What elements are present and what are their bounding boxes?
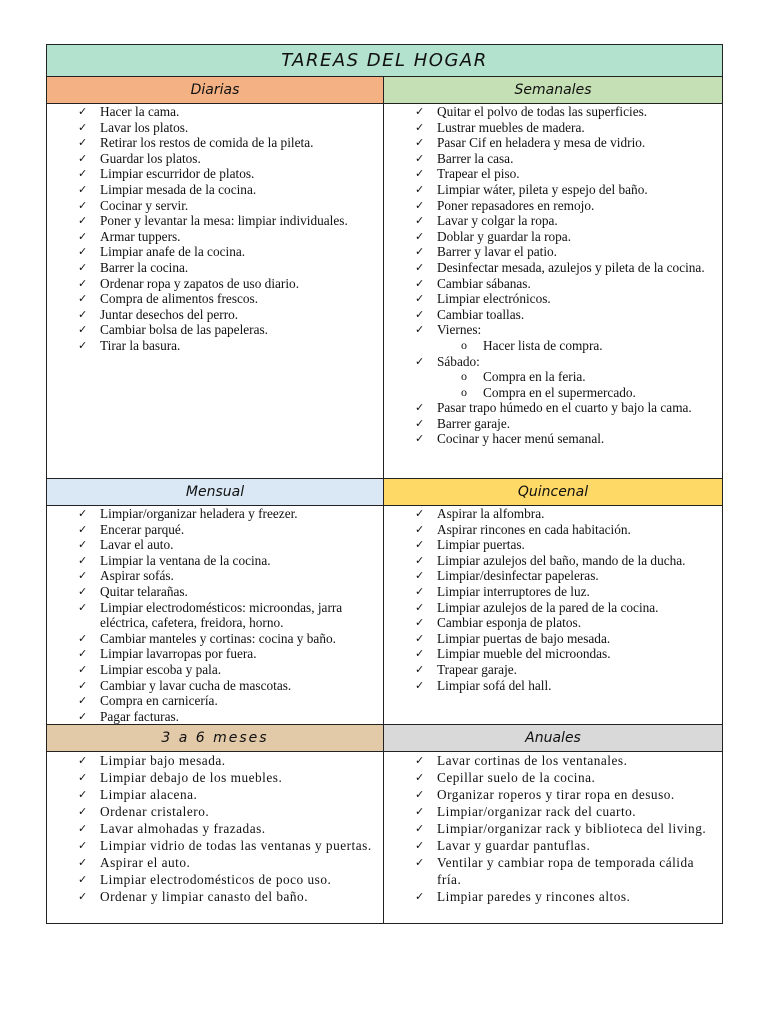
task-item <box>384 166 718 182</box>
check-icon: ✓ <box>78 338 88 352</box>
check-icon: ✓ <box>415 182 425 196</box>
task-item <box>47 522 379 538</box>
check-icon: ✓ <box>78 522 88 536</box>
check-icon: ✓ <box>415 678 425 692</box>
task-item <box>47 871 379 888</box>
task-text: Aspirar el auto. <box>100 855 191 871</box>
check-icon: ✓ <box>415 151 425 165</box>
task-item <box>384 229 718 245</box>
task-text: Limpiar electrodomésticos: microondas, jarra eléctrica, cafetera, freidora, horno. <box>100 599 343 631</box>
task-text: Barrer la casa. <box>437 150 514 166</box>
task-item <box>384 276 718 292</box>
task-text: Limpiar/organizar rack y biblioteca del living. <box>437 821 707 837</box>
check-icon: ✓ <box>415 307 425 321</box>
task-text: Ventilar y cambiar ropa de temporada cálida fría. <box>437 855 695 888</box>
task-text: Barrer garaje. <box>437 415 511 431</box>
subtask-list <box>437 338 718 354</box>
task-item <box>47 291 379 307</box>
list-cell-diarias <box>47 104 384 479</box>
task-text: Guardar los platos. <box>100 150 201 166</box>
task-item <box>384 213 718 229</box>
task-text: Limpiar azulejos del baño, mando de la ducha. <box>437 552 686 568</box>
task-item <box>47 888 379 905</box>
task-text: Limpiar mesada de la cocina. <box>100 181 257 197</box>
task-text: Poner repasadores en remojo. <box>437 197 595 213</box>
task-item <box>384 600 718 616</box>
subtask-item <box>437 338 718 354</box>
check-icon: ✓ <box>78 754 88 768</box>
check-icon: ✓ <box>78 229 88 243</box>
subtask-item <box>437 369 718 385</box>
check-icon: ✓ <box>415 507 425 520</box>
task-item <box>384 888 718 905</box>
task-text: Barrer la cocina. <box>100 259 189 275</box>
task-list-meses <box>47 752 383 905</box>
circle-bullet-icon: o <box>461 337 467 352</box>
circle-bullet-icon: o <box>461 384 467 399</box>
task-text: Aspirar la alfombra. <box>437 506 545 521</box>
task-item <box>384 553 718 569</box>
task-item <box>384 678 718 694</box>
task-text: Limpiar escurridor de platos. <box>100 166 255 182</box>
title-cell <box>47 45 723 77</box>
check-icon: ✓ <box>78 214 88 228</box>
check-icon: ✓ <box>415 245 425 259</box>
check-icon: ✓ <box>78 136 88 150</box>
task-text: Cambiar bolsa de las papeleras. <box>100 322 268 338</box>
task-item <box>47 260 379 276</box>
task-item <box>47 276 379 292</box>
check-icon: ✓ <box>415 432 425 446</box>
check-icon: ✓ <box>78 198 88 212</box>
check-icon: ✓ <box>415 136 425 150</box>
check-icon: ✓ <box>78 105 88 118</box>
section-label-mensual: Mensual <box>185 484 245 500</box>
task-item <box>384 120 718 136</box>
task-item <box>47 506 379 522</box>
check-icon: ✓ <box>415 822 425 836</box>
task-item <box>47 854 379 871</box>
task-text: Limpiar mueble del microondas. <box>437 646 611 662</box>
check-icon: ✓ <box>78 507 88 520</box>
task-list-anuales <box>384 752 722 905</box>
task-item <box>384 769 718 786</box>
check-icon: ✓ <box>415 292 425 306</box>
check-icon: ✓ <box>78 292 88 306</box>
check-icon: ✓ <box>415 647 425 661</box>
task-text: Organizar roperos y tirar ropa en desuso. <box>437 787 675 803</box>
task-text: Limpiar alacena. <box>100 787 198 803</box>
task-text: Lavar y guardar pantuflas. <box>437 838 591 854</box>
task-text: Limpiar anafe de la cocina. <box>100 244 246 260</box>
check-icon: ✓ <box>415 754 425 768</box>
check-icon: ✓ <box>78 553 88 567</box>
task-item <box>47 104 379 120</box>
task-text: Limpiar puertas de bajo mesada. <box>437 630 611 646</box>
check-icon: ✓ <box>415 167 425 181</box>
check-icon: ✓ <box>78 260 88 274</box>
task-item <box>384 151 718 167</box>
task-item <box>384 615 718 631</box>
task-text: Quitar telarañas. <box>100 583 188 599</box>
task-text: Limpiar lavarropas por fuera. <box>100 646 257 662</box>
task-item <box>47 322 379 338</box>
check-icon: ✓ <box>415 631 425 645</box>
check-icon: ✓ <box>415 662 425 676</box>
task-item <box>47 553 379 569</box>
task-item <box>47 662 379 678</box>
task-item <box>47 786 379 803</box>
task-text: Limpiar escoba y pala. <box>100 661 222 677</box>
list-cell-mensual <box>47 506 384 725</box>
task-item <box>384 104 718 120</box>
task-item <box>47 198 379 214</box>
check-icon: ✓ <box>78 631 88 645</box>
task-item <box>384 135 718 151</box>
task-text: Limpiar interruptores de luz. <box>437 583 590 599</box>
check-icon: ✓ <box>78 307 88 321</box>
task-item <box>384 631 718 647</box>
check-icon: ✓ <box>415 276 425 290</box>
task-text: Limpiar wáter, pileta y espejo del baño. <box>437 181 648 197</box>
check-icon: ✓ <box>415 538 425 552</box>
check-icon: ✓ <box>415 569 425 583</box>
task-item <box>47 338 379 354</box>
check-icon: ✓ <box>78 822 88 836</box>
task-text: Armar tuppers. <box>100 228 181 244</box>
task-item <box>384 291 718 307</box>
check-icon: ✓ <box>78 678 88 692</box>
task-list-quincenal <box>384 506 722 693</box>
check-icon: ✓ <box>78 890 88 904</box>
task-item <box>47 803 379 820</box>
check-icon: ✓ <box>415 522 425 536</box>
task-text: Limpiar sofá del hall. <box>437 677 552 693</box>
header-meses <box>47 725 384 752</box>
task-text: Cepillar suelo de la cocina. <box>437 770 596 786</box>
task-text: Limpiar la ventana de la cocina. <box>100 552 271 568</box>
task-item <box>47 120 379 136</box>
task-text: Limpiar/organizar rack del cuarto. <box>437 804 637 820</box>
task-item <box>47 151 379 167</box>
task-text: Trapear el piso. <box>437 166 520 182</box>
task-item <box>384 416 718 432</box>
task-item <box>384 568 718 584</box>
task-text: Doblar y guardar la ropa. <box>437 228 572 244</box>
list-cell-anuales <box>384 752 723 924</box>
task-item <box>47 820 379 837</box>
task-text: Aspirar rincones en cada habitación. <box>437 521 631 537</box>
check-icon: ✓ <box>415 214 425 228</box>
section-label-quincenal: Quincenal <box>517 484 589 500</box>
task-text: Limpiar debajo de los muebles. <box>100 770 283 786</box>
check-icon: ✓ <box>415 839 425 853</box>
task-item <box>47 244 379 260</box>
task-text: Cambiar toallas. <box>437 306 525 322</box>
check-icon: ✓ <box>78 709 88 723</box>
check-icon: ✓ <box>78 873 88 887</box>
task-text: Tirar la basura. <box>100 337 181 353</box>
task-text: Cambiar manteles y cortinas: cocina y baño. <box>100 630 336 646</box>
task-list-mensual <box>47 506 383 724</box>
check-icon: ✓ <box>415 416 425 430</box>
task-item <box>47 166 379 182</box>
task-text: Limpiar electrodomésticos de poco uso. <box>100 872 332 888</box>
check-icon: ✓ <box>78 120 88 134</box>
check-icon: ✓ <box>415 584 425 598</box>
list-cell-semanales <box>384 104 723 479</box>
section-label-anuales: Anuales <box>525 730 581 747</box>
task-text: Lavar los platos. <box>100 119 189 135</box>
chores-table <box>46 44 723 924</box>
task-item <box>47 678 379 694</box>
task-text: Hacer la cama. <box>100 104 180 119</box>
task-text: Limpiar/organizar heladera y freezer. <box>100 506 298 521</box>
check-icon: ✓ <box>415 198 425 212</box>
header-mensual <box>47 479 384 506</box>
task-text: Limpiar vidrio de todas las ventanas y puertas. <box>100 838 372 854</box>
task-item <box>384 431 718 447</box>
task-item <box>47 646 379 662</box>
check-icon: ✓ <box>415 788 425 802</box>
task-item <box>47 631 379 647</box>
check-icon: ✓ <box>78 839 88 853</box>
task-item <box>384 803 718 820</box>
task-item <box>47 693 379 709</box>
task-text: Lavar almohadas y frazadas. <box>100 821 266 837</box>
task-text: Aspirar sofás. <box>100 568 174 584</box>
subtask-text: Compra en la feria. <box>483 369 586 385</box>
check-icon: ✓ <box>78 323 88 337</box>
task-item <box>384 198 718 214</box>
task-item <box>384 506 718 522</box>
task-item <box>47 837 379 854</box>
task-item <box>384 400 718 416</box>
task-text: Cocinar y servir. <box>100 197 189 213</box>
task-text: Juntar desechos del perro. <box>100 306 239 322</box>
task-text: Retirar los restos de comida de la pileta. <box>100 135 314 151</box>
check-icon: ✓ <box>78 805 88 819</box>
list-cell-meses <box>47 752 384 924</box>
task-item <box>47 213 379 229</box>
check-icon: ✓ <box>415 323 425 337</box>
check-icon: ✓ <box>78 694 88 708</box>
task-text: Cambiar esponja de platos. <box>437 615 582 631</box>
task-item <box>384 182 718 198</box>
check-icon: ✓ <box>415 120 425 134</box>
task-item <box>384 322 718 353</box>
subtask-text: Hacer lista de compra. <box>483 337 603 353</box>
task-item <box>384 786 718 803</box>
check-icon: ✓ <box>415 401 425 415</box>
check-icon: ✓ <box>78 662 88 676</box>
task-text: Encerar parqué. <box>100 521 185 537</box>
task-text: Cambiar sábanas. <box>437 275 531 291</box>
section-label-meses: 3 a 6 meses <box>161 730 269 747</box>
check-icon: ✓ <box>415 600 425 614</box>
subtask-item <box>437 385 718 401</box>
task-text: Viernes: <box>437 322 482 338</box>
task-item <box>47 229 379 245</box>
task-item <box>384 522 718 538</box>
task-text: Compra en carnicería. <box>100 693 218 709</box>
check-icon: ✓ <box>78 569 88 583</box>
task-item <box>47 752 379 769</box>
task-item <box>384 820 718 837</box>
check-icon: ✓ <box>415 805 425 819</box>
task-item <box>384 537 718 553</box>
task-text: Ordenar ropa y zapatos de uso diario. <box>100 275 300 291</box>
task-text: Trapear garaje. <box>437 661 517 677</box>
check-icon: ✓ <box>78 182 88 196</box>
section-label-diarias: Diarias <box>190 82 240 98</box>
task-text: Barrer y lavar el patio. <box>437 244 557 260</box>
task-text: Sábado: <box>437 353 480 369</box>
header-anuales <box>384 725 723 752</box>
task-text: Ordenar cristalero. <box>100 804 210 820</box>
task-text: Cambiar y lavar cucha de mascotas. <box>100 677 292 693</box>
task-text: Limpiar azulejos de la pared de la cocina. <box>437 599 659 615</box>
task-text: Compra de alimentos frescos. <box>100 291 259 307</box>
task-text: Limpiar/desinfectar papeleras. <box>437 568 599 584</box>
task-text: Limpiar paredes y rincones altos. <box>437 889 631 905</box>
task-text: Lavar cortinas de los ventanales. <box>437 753 628 769</box>
task-text: Lavar el auto. <box>100 537 174 553</box>
check-icon: ✓ <box>78 167 88 181</box>
task-item <box>47 709 379 725</box>
task-list-diarias <box>47 104 383 354</box>
task-text: Poner y levantar la mesa: limpiar individuales. <box>100 213 348 229</box>
check-icon: ✓ <box>415 771 425 785</box>
check-icon: ✓ <box>415 260 425 274</box>
check-icon: ✓ <box>78 856 88 870</box>
check-icon: ✓ <box>78 584 88 598</box>
task-text: Quitar el polvo de todas las superficies. <box>437 104 648 119</box>
task-item <box>47 769 379 786</box>
task-text: Cocinar y hacer menú semanal. <box>437 431 605 447</box>
check-icon: ✓ <box>415 553 425 567</box>
task-text: Pasar trapo húmedo en el cuarto y bajo la cama. <box>437 400 692 416</box>
check-icon: ✓ <box>415 856 425 870</box>
page-title: TAREAS DEL HOGAR <box>281 50 488 71</box>
task-item <box>384 646 718 662</box>
task-item <box>47 568 379 584</box>
task-text: Pagar facturas. <box>100 708 180 724</box>
check-icon: ✓ <box>78 771 88 785</box>
check-icon: ✓ <box>415 229 425 243</box>
check-icon: ✓ <box>78 600 88 614</box>
check-icon: ✓ <box>415 354 425 368</box>
task-text: Ordenar y limpiar canasto del baño. <box>100 889 309 905</box>
task-item <box>47 135 379 151</box>
check-icon: ✓ <box>78 151 88 165</box>
task-text: Lustrar muebles de madera. <box>437 119 585 135</box>
check-icon: ✓ <box>415 616 425 630</box>
circle-bullet-icon: o <box>461 369 467 384</box>
task-item <box>384 662 718 678</box>
task-text: Limpiar puertas. <box>437 537 525 553</box>
task-text: Desinfectar mesada, azulejos y pileta de la cocina. <box>437 259 705 275</box>
task-item <box>47 307 379 323</box>
header-quincenal <box>384 479 723 506</box>
header-diarias <box>47 77 384 104</box>
subtask-list <box>437 369 718 400</box>
check-icon: ✓ <box>78 276 88 290</box>
check-icon: ✓ <box>415 105 425 118</box>
task-item <box>384 584 718 600</box>
task-item <box>47 600 379 631</box>
task-list-semanales <box>384 104 722 447</box>
task-item <box>47 182 379 198</box>
check-icon: ✓ <box>78 647 88 661</box>
task-item <box>384 307 718 323</box>
task-text: Limpiar electrónicos. <box>437 291 551 307</box>
check-icon: ✓ <box>78 538 88 552</box>
check-icon: ✓ <box>415 890 425 904</box>
subtask-text: Compra en el supermercado. <box>483 384 636 400</box>
task-item <box>47 584 379 600</box>
list-cell-quincenal <box>384 506 723 725</box>
task-text: Pasar Cif en heladera y mesa de vidrio. <box>437 135 646 151</box>
task-item <box>384 752 718 769</box>
task-item <box>384 354 718 401</box>
task-item <box>384 244 718 260</box>
task-item <box>384 854 718 888</box>
task-text: Limpiar bajo mesada. <box>100 753 226 769</box>
check-icon: ✓ <box>78 788 88 802</box>
section-label-semanales: Semanales <box>514 82 592 98</box>
task-item <box>384 837 718 854</box>
task-text: Lavar y colgar la ropa. <box>437 213 558 229</box>
check-icon: ✓ <box>78 245 88 259</box>
task-item <box>47 537 379 553</box>
task-item <box>384 260 718 276</box>
header-semanales <box>384 77 723 104</box>
